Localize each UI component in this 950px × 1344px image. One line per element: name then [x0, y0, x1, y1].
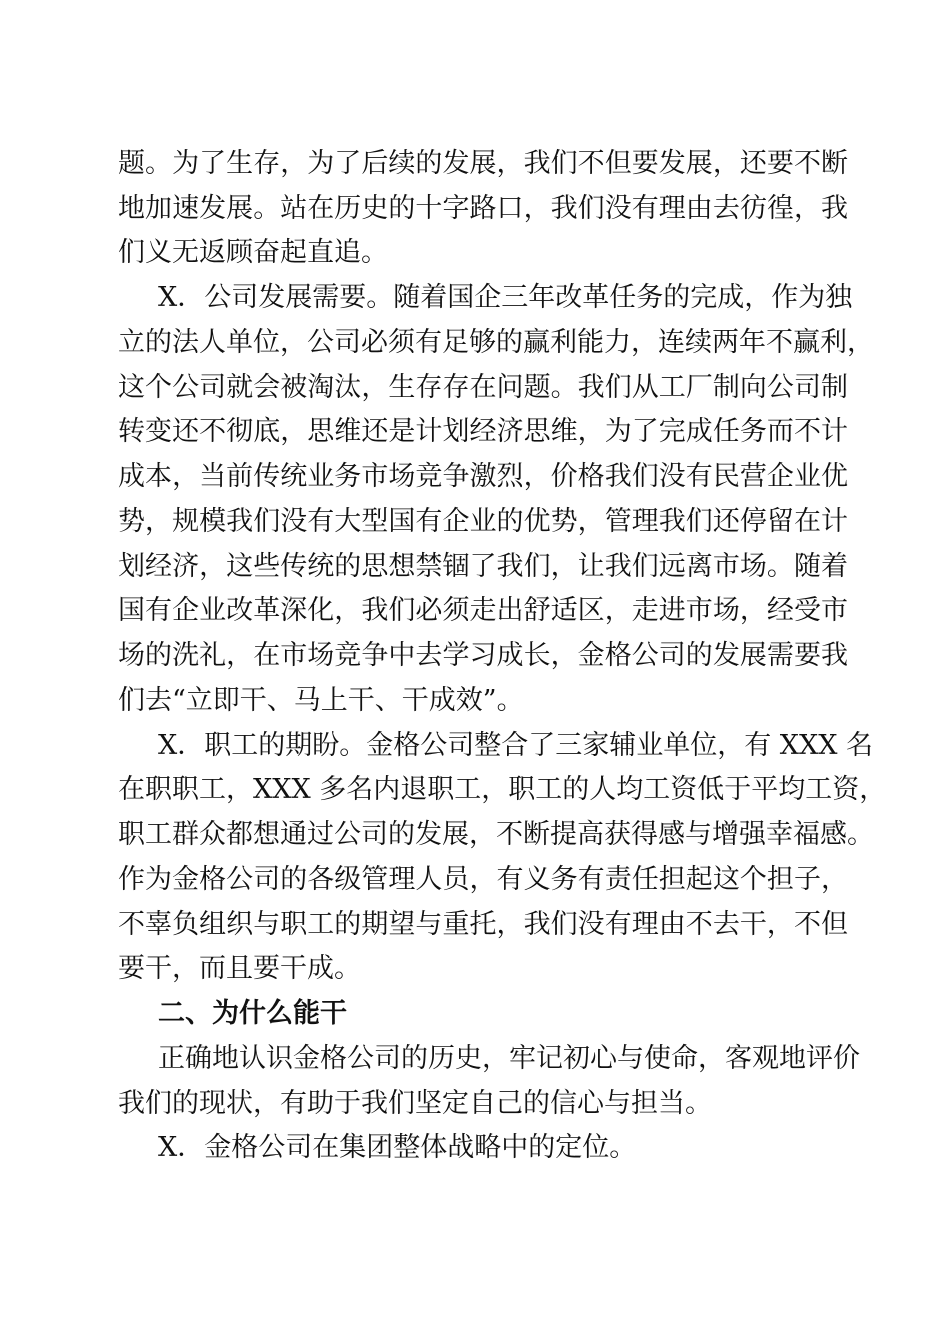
text-line: 作为金格公司的各级管理人员，有义务有责任担起这个担子，: [118, 864, 848, 895]
text-line: X．金格公司在集团整体战略中的定位。: [158, 1132, 637, 1163]
text-line: 场的洗礼，在市场竞争中去学习成长，金格公司的发展需要我: [118, 640, 848, 671]
text-line: 成本，当前传统业务市场竞争激烈，价格我们没有民营企业优: [118, 461, 848, 492]
text-line: 势，规模我们没有大型国有企业的优势，管理我们还停留在计: [118, 506, 848, 537]
text-line: 要干，而且要干成。: [118, 953, 361, 984]
text-line: 在职职工，XXX 多名内退职工，职工的人均工资低于平均工资，: [118, 774, 887, 805]
text-line: 题。为了生存，为了后续的发展，我们不但要发展，还要不断: [118, 148, 848, 179]
text-line: 转变还不彻底，思维还是计划经济思维，为了完成任务而不计: [118, 416, 848, 447]
text-line: 这个公司就会被淘汰，生存存在问题。我们从工厂制向公司制: [118, 372, 848, 403]
text-line: 们义无返顾奋起直追。: [118, 237, 388, 268]
text-line: 我们的现状，有助于我们坚定自己的信心与担当。: [118, 1088, 712, 1119]
section-heading: 二、为什么能干: [158, 998, 347, 1029]
text-line: 不辜负组织与职工的期望与重托，我们没有理由不去干，不但: [118, 909, 848, 940]
text-line: 地加速发展。站在历史的十字路口，我们没有理由去彷徨，我: [118, 193, 848, 224]
text-line: X．公司发展需要。随着国企三年改革任务的完成，作为独: [158, 282, 853, 313]
text-line: 国有企业改革深化，我们必须走出舒适区，走进市场，经受市: [118, 595, 848, 626]
text-line: 们去“立即干、马上干、干成效”。: [118, 685, 524, 716]
text-line: 立的法人单位，公司必须有足够的赢利能力，连续两年不赢利，: [118, 327, 874, 358]
text-line: 正确地认识金格公司的历史，牢记初心与使命，客观地评价: [158, 1043, 860, 1074]
text-line: 职工群众都想通过公司的发展，不断提高获得感与增强幸福感。: [118, 819, 874, 850]
text-line: 划经济，这些传统的思想禁锢了我们，让我们远离市场。随着: [118, 551, 848, 582]
text-line: X．职工的期盼。金格公司整合了三家辅业单位，有 XXX 名: [158, 730, 874, 761]
